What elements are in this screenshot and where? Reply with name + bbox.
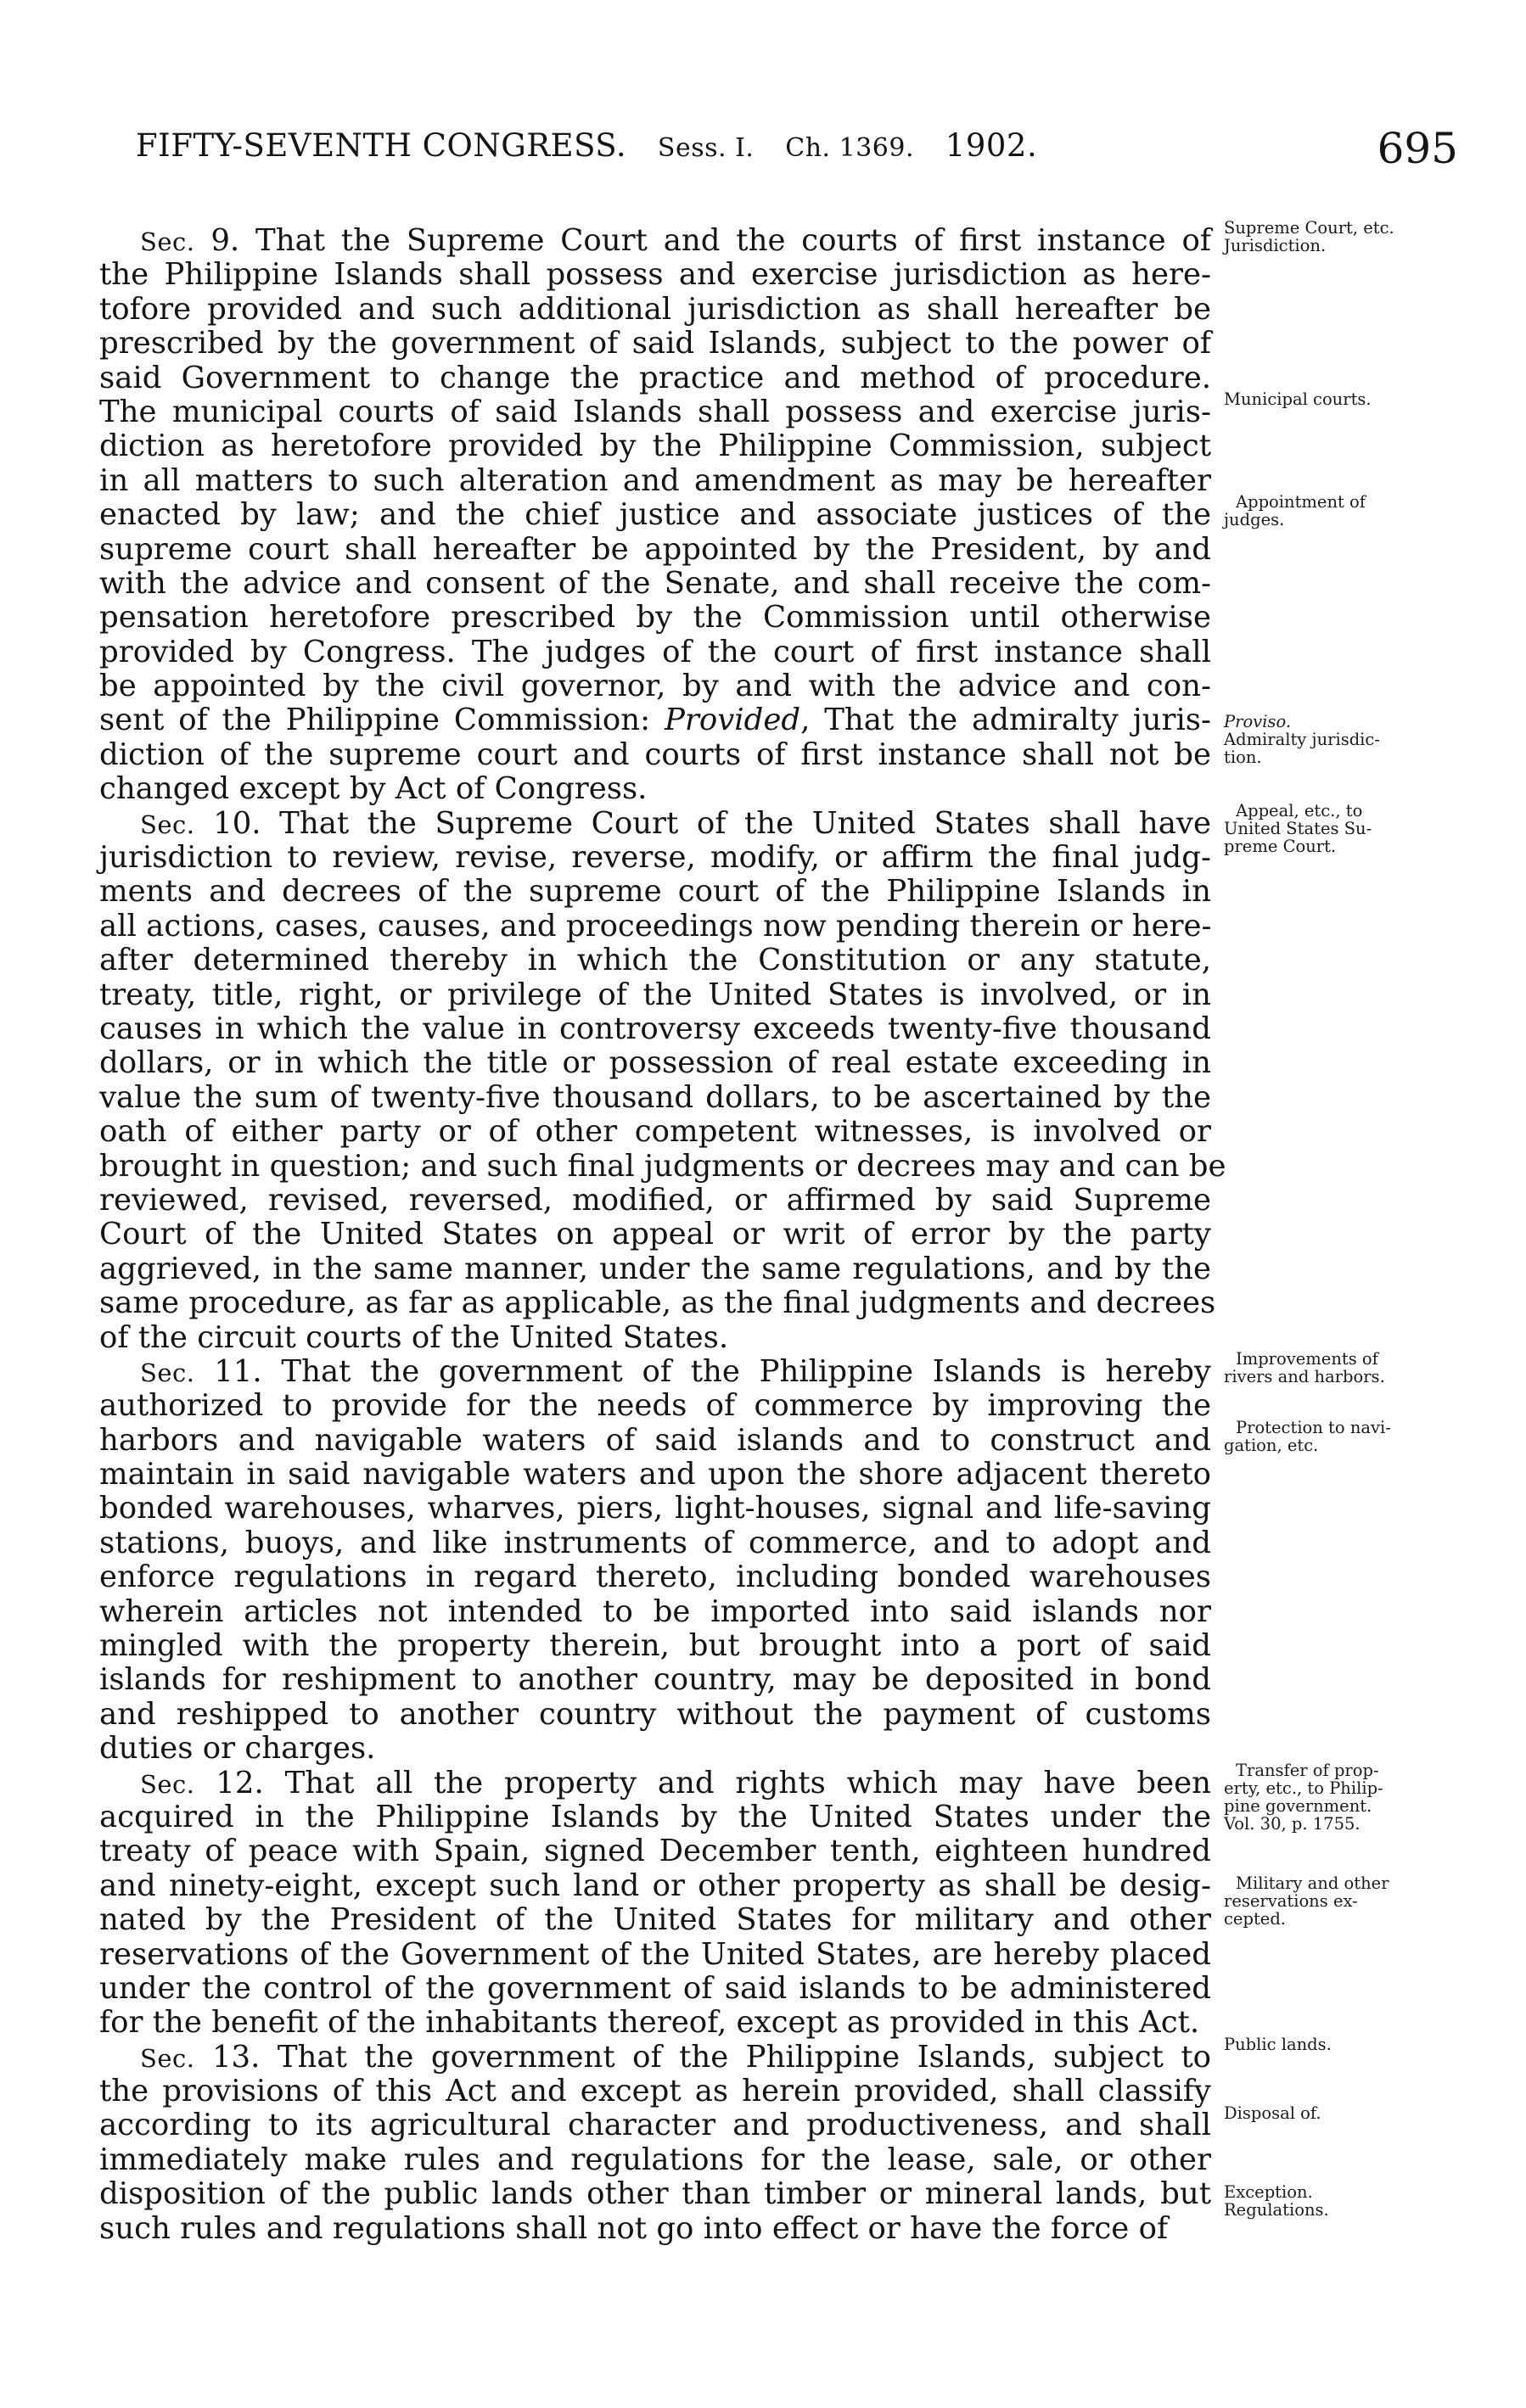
text-line: prescribed by the government of said Islands, subject to the power of [99,326,1211,361]
text-line: Court of the United States on appeal or writ of error by the party [99,1217,1211,1252]
text-line: for the benefit of the inhabitants thereof, except as provided in this Act. [99,2005,1200,2041]
margin-note [1224,390,1478,408]
margin-note-line: Disposal of. [1224,2103,1321,2123]
margin-note [1224,1761,1478,1833]
margin-note [1224,2183,1478,2219]
margin-note-line: preme Court. [1224,836,1337,856]
margin-note-line: Exception. [1224,2181,1313,2202]
section-9 [99,224,1211,807]
text-line: immediately make rules and regulations for the lease, sale, or other [99,2142,1211,2177]
text-line: treaty, title, right, or privilege of the United States is involved, or in [99,977,1211,1012]
text-line: treaty of peace with Spain, signed December tenth, eighteen hundred [99,1834,1211,1869]
margin-note-line: Appeal, etc., to [1236,800,1363,820]
text-line: authorized to provide for the needs of commerce by improving the [99,1388,1211,1424]
margin-note [1224,1350,1478,1386]
margin-note-line: Admiralty jurisdic- [1224,729,1380,749]
text-line: same procedure, as far as applicable, as the final judgments and decrees [99,1285,1216,1321]
text-line: Sec. 11. That the government of the Philippine Islands is hereby [140,1353,1211,1389]
page-number: 695 [1377,124,1458,173]
section-11 [99,1355,1211,1767]
margin-note [1224,493,1478,529]
text-line: reservations of the Government of the United States, are hereby placed [99,1936,1211,1972]
text-line: Sec. 13. That the government of the Philippine Islands, subject to [140,2039,1211,2075]
text-line: and reshipped to another country without the payment of customs [99,1696,1211,1732]
section-13 [99,2041,1211,2246]
text-line: nated by the President of the United States for military and other [99,1902,1211,1938]
section-12 [99,1767,1211,2041]
text-line: The municipal courts of said Islands shall possess and exercise juris- [99,394,1211,429]
text-line: and ninety-eight, except such land or other property as shall be desig- [99,1868,1211,1903]
margin-note [1224,2036,1478,2053]
text-line: harbors and navigable waters of said islands and to construct and [99,1422,1211,1458]
text-line: mingled with the property therein, but brought into a port of said [99,1628,1211,1664]
year-label: 1902. [945,127,1038,164]
margin-note-line: Improvements of [1236,1349,1378,1369]
margin-note-line: Appointment of [1236,492,1366,512]
text-line: islands for reshipment to another country, may be deposited in bond [99,1662,1211,1698]
margin-note-line: Military and other [1236,1873,1389,1894]
margin-note [1224,1419,1478,1454]
text-line: the Philippine Islands shall possess and exercise jurisdiction as here- [99,257,1211,293]
text-line: all actions, cases, causes, and proceedings now pending therein or here- [99,908,1212,944]
margin-note-line: United States Su- [1224,818,1372,838]
margin-note-line: Supreme Court, etc. [1224,218,1394,238]
text-line: provided by Congress. The judges of the court of first instance shall [99,634,1211,669]
margin-note-line: Vol. 30, p. 1755. [1224,1814,1360,1834]
statute-body [99,223,1226,2246]
text-line: maintain in said navigable waters and upon the shore adjacent thereto [99,1457,1211,1492]
text-line: under the control of the government of said islands to be administered [99,1970,1211,2006]
text-line: diction as heretofore provided by the Philippine Commission, subject [99,428,1211,464]
margin-note-line: Municipal courts. [1224,389,1372,409]
text-line: jurisdiction to review, revise, reverse, modify, or affirm the final judg- [99,840,1211,876]
margin-note [1224,713,1478,766]
section-10 [99,805,1226,1355]
text-line: stations, buoys, and like instruments of commerce, and to adopt and [99,1525,1211,1560]
text-line: value the sum of twenty-five thousand dollars, to be ascertained by the [99,1079,1211,1115]
margin-note-line: Transfer of prop- [1236,1761,1379,1780]
text-line: enforce regulations in regard thereto, including bonded warehouses [99,1560,1211,1595]
margin-note-line: Proviso. [1224,711,1292,731]
text-line: changed except by Act of Congress. [99,771,648,807]
text-line: Sec. 12. That all the property and rights which may have been [140,1765,1211,1800]
text-line: diction of the supreme court and courts of first instance shall not be [99,736,1211,772]
text-line: wherein articles not intended to be imported into said islands nor [99,1593,1211,1629]
running-head-title [136,127,1037,164]
text-line: sent of the Philippine Commission: Provided, That the admiralty juris- [99,703,1212,738]
text-line: be appointed by the civil governor, by and with the advice and con- [99,669,1211,704]
text-line: Sec. 10. That the Supreme Court of the United States shall have [140,805,1211,841]
text-line: reviewed, revised, reversed, modified, or affirmed by said Supreme [99,1182,1211,1218]
margin-note-line: cepted. [1224,1909,1287,1929]
text-line: after determined thereby in which the Constitution or any statute, [99,943,1211,978]
text-line: oath of either party or of other competent witnesses, is involved or [99,1114,1211,1150]
text-line: ments and decrees of the supreme court of the Philippine Islands in [99,874,1211,910]
margin-note [1224,2104,1478,2122]
text-line: said Government to change the practice and method of procedure. [99,360,1211,395]
margin-note-line: erty, etc., to Philip- [1224,1778,1383,1798]
margin-note-line: rivers and harbors. [1224,1367,1385,1387]
session-label: Sess. I. [657,133,755,163]
text-line: according to its agricultural character and productiveness, and shall [99,2108,1211,2143]
text-line: bonded warehouses, wharves, piers, light-houses, signal and life-saving [99,1491,1211,1526]
text-line: acquired in the Philippine Islands by the United States under the [99,1799,1211,1834]
running-head [136,124,1458,178]
margin-note-line: Public lands. [1224,2035,1332,2055]
text-line: of the circuit courts of the United States. [99,1319,729,1355]
text-line: duties or charges. [99,1731,376,1767]
text-line: tofore provided and such additional jurisdiction as shall hereafter be [99,291,1211,327]
text-line: enacted by law; and the chief justice and associate justices of the [99,497,1211,533]
text-line: in all matters to such alteration and amendment as may be hereafter [99,462,1211,498]
text-line: with the advice and consent of the Senate, and shall receive the com- [99,565,1211,601]
margin-note-line: gation, etc. [1224,1436,1319,1455]
margin-note [1224,1874,1478,1928]
margin-note-line: Jurisdiction. [1224,236,1327,255]
chapter-label: Ch. 1369. [785,133,914,163]
margin-note [1224,219,1478,255]
text-line: Sec. 9. That the Supreme Court and the courts of first instance of [140,223,1211,258]
text-line: the provisions of this Act and except as herein provided, shall classify [99,2074,1211,2109]
text-line: dollars, or in which the title or possession of real estate exceeding in [99,1045,1211,1081]
text-line: disposition of the public lands other than timber or mineral lands, but [99,2176,1211,2212]
margin-note-line: reservations ex- [1224,1891,1358,1912]
margin-note [1224,802,1478,855]
text-line: supreme court shall hereafter be appointed by the President, by and [99,531,1211,567]
margin-note-line: Protection to navi- [1236,1418,1391,1437]
margin-note-line: tion. [1224,747,1262,767]
text-line: such rules and regulations shall not go into effect or have the force of [99,2210,1169,2246]
text-line: causes in which the value in controversy exceeds twenty-five thousand [99,1011,1211,1046]
text-line: pensation heretofore prescribed by the Commission until otherwise [99,600,1211,636]
text-line: aggrieved, in the same manner, under the same regulations, and by the [99,1251,1211,1286]
margin-note-line: pine government. [1224,1796,1372,1816]
margin-note-line: judges. [1224,510,1285,530]
margin-note-line: Regulations. [1224,2199,1329,2220]
congress-label: FIFTY-SEVENTH CONGRESS. [136,127,627,164]
text-line: brought in question; and such final judgments or decrees may and can be [99,1148,1226,1184]
